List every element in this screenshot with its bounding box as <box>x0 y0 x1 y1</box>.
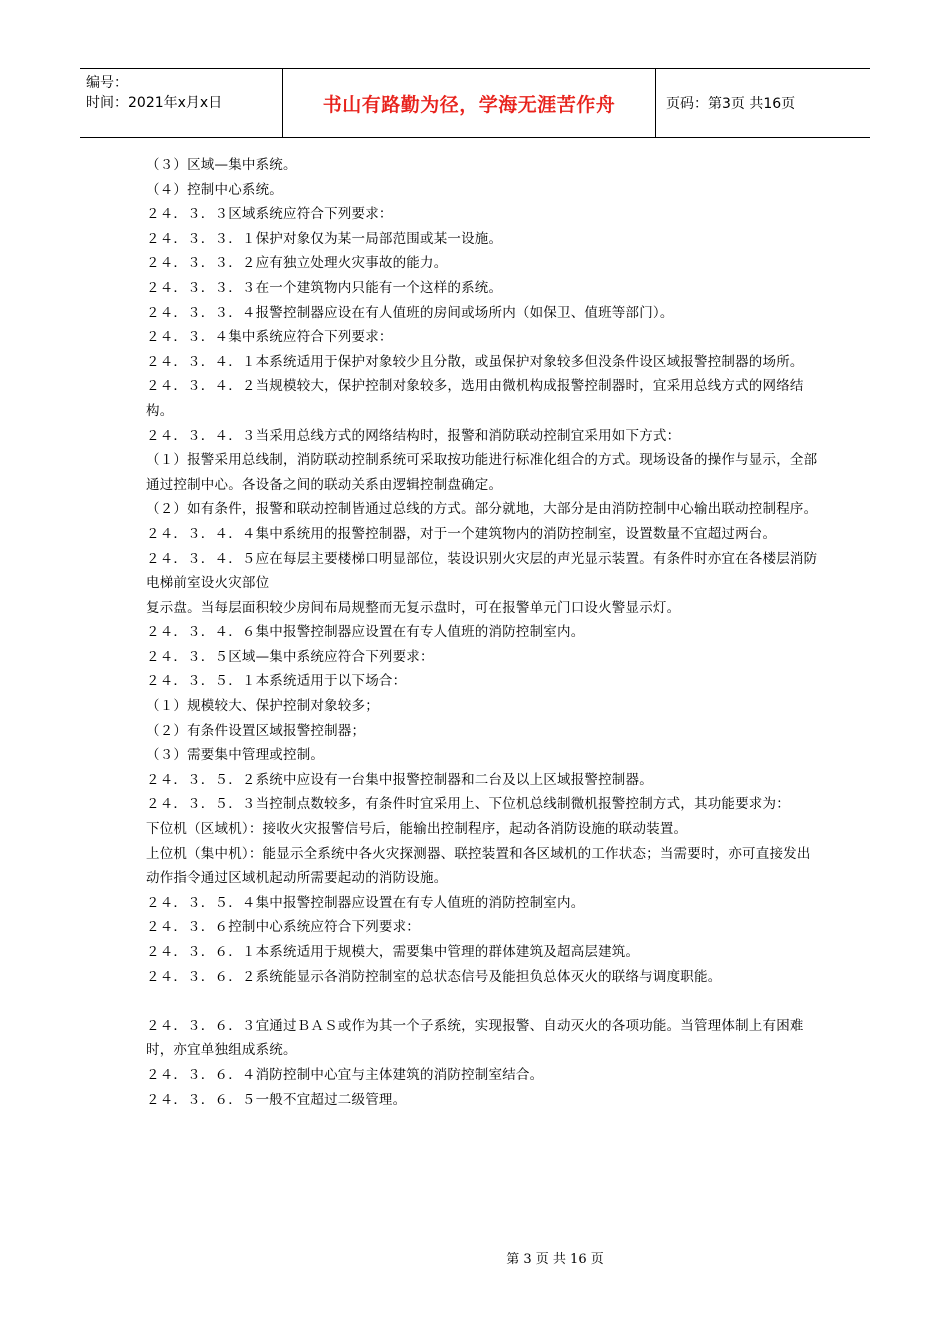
paragraph: ２４．３．６控制中心系统应符合下列要求： <box>146 919 420 936</box>
paragraph: ２４．３．３区域系统应符合下列要求： <box>146 206 393 223</box>
paragraph: ２４．３．３．１保护对象仅为某一局部范围或某一设施。 <box>146 230 503 247</box>
paragraph: ２４．３．６．５一般不宜超过二级管理。 <box>146 1091 407 1108</box>
paragraph: ２４．３．４集中系统应符合下列要求： <box>146 329 393 346</box>
paragraph: ２４．３．３．３在一个建筑物内只能有一个这样的系统。 <box>146 279 503 296</box>
motto: 书山有路勤为径，学海无涯苦作舟 <box>283 69 656 137</box>
paragraph: 上位机（集中机）：能显示全系统中各火灾探测器、联控装置和各区域机的工作状态；当需要时，亦可直接发出动作指令通过区域机起动所需要起动的消防设施。 <box>146 845 811 887</box>
paragraph: ２４．３．５．２系统中应设有一台集中报警控制器和二台及以上区域报警控制器。 <box>146 771 653 788</box>
paragraph: ２４．３．４．４集中系统用的报警控制器，对于一个建筑物内的消防控制室，设置数量不宜超过两台。 <box>146 525 777 542</box>
paragraph: 复示盘。当每层面积较少房间布局规整而无复示盘时，可在报警单元门口设火警显示灯。 <box>146 599 681 616</box>
paragraph: （４）控制中心系统。 <box>146 181 283 198</box>
document-body <box>146 153 821 1112</box>
paragraph: ２４．３．６．４消防控制中心宜与主体建筑的消防控制室结合。 <box>146 1066 544 1083</box>
paragraph: ２４．３．４．２当规模较大，保护控制对象较多，选用由微机构成报警控制器时，宜采用总线方式的网络结构。 <box>146 378 804 419</box>
paragraph: （２）如有条件，报警和联动控制皆通过总线的方式。部分就地，大部分是由消防控制中心输出联动控制程序。 <box>146 501 818 518</box>
paragraph: ２４．３．４．３当采用总线方式的网络结构时，报警和消防联动控制宜采用如下方式： <box>146 427 681 444</box>
page-header <box>80 68 870 138</box>
paragraph: （３）需要集中管理或控制。 <box>146 747 325 764</box>
paragraph: ２４．３．５．４集中报警控制器应设置在有专人值班的消防控制室内。 <box>146 894 585 911</box>
page-footer <box>0 1248 950 1267</box>
paragraph: ２４．３．５．１本系统适用于以下场合： <box>146 673 407 690</box>
paragraph: （２）有条件设置区域报警控制器； <box>146 722 366 739</box>
paragraph: ２４．３．３．４报警控制器应设在有人值班的房间或场所内（如保卫、值班等部门）。 <box>146 304 674 321</box>
time-label: 时间：2021年x月x日 <box>86 95 223 111</box>
paragraph: ２４．３．６．３宜通过ＢＡＳ或作为其一个子系统，实现报警、自动灭火的各项功能。当管理体制上有困难时，亦宜单独组成系统。 <box>146 1017 804 1059</box>
number-label: 编号： <box>86 75 128 91</box>
paragraph: ２４．３．３．２应有独立处理火灾事故的能力。 <box>146 255 448 272</box>
footer-page-number: 第 3 页 共 16 页 <box>506 1252 604 1267</box>
paragraph: （１）报警采用总线制，消防联动控制系统可采取按功能进行标准化组合的方式。现场设备的操作与显示，全部通过控制中心。各设备之间的联动关系由逻辑控制盘确定。 <box>146 452 818 493</box>
paragraph: ２４．３．５区域—集中系统应符合下列要求： <box>146 648 434 665</box>
paragraph: ２４．３．６．１本系统适用于规模大，需要集中管理的群体建筑及超高层建筑。 <box>146 944 640 960</box>
paragraph: ２４．３．４．１本系统适用于保护对象较少且分散，或虽保护对象较多但没条件设区域报警控制器的场所。 <box>146 353 804 370</box>
paragraph: ２４．３．６．２系统能显示各消防控制室的总状态信号及能担负总体灭火的联络与调度职能。 <box>146 968 722 985</box>
paragraph: ２４．３．５．３当控制点数较多，有条件时宜采用上、下位机总线制微机报警控制方式，其功能要求为： <box>146 796 790 813</box>
paragraph: ２４．３．４．５应在每层主要楼梯口明显部位，装设识别火灾层的声光显示装置。有条件时亦宜在各楼层消防电梯前室设火灾部位 <box>146 550 818 592</box>
paragraph: ２４．３．４．６集中报警控制器应设置在有专人值班的消防控制室内。 <box>146 624 585 641</box>
paragraph: （３）区域—集中系统。 <box>146 157 297 173</box>
blank-line <box>146 989 821 1014</box>
paragraph: （１）规模较大、保护控制对象较多； <box>146 698 379 715</box>
header-left-cell <box>80 69 283 137</box>
paragraph: 下位机（区域机）：接收火灾报警信号后，能输出控制程序，起动各消防设施的联动装置。 <box>146 821 688 838</box>
page-info: 页码：第3页 共16页 <box>666 96 796 112</box>
